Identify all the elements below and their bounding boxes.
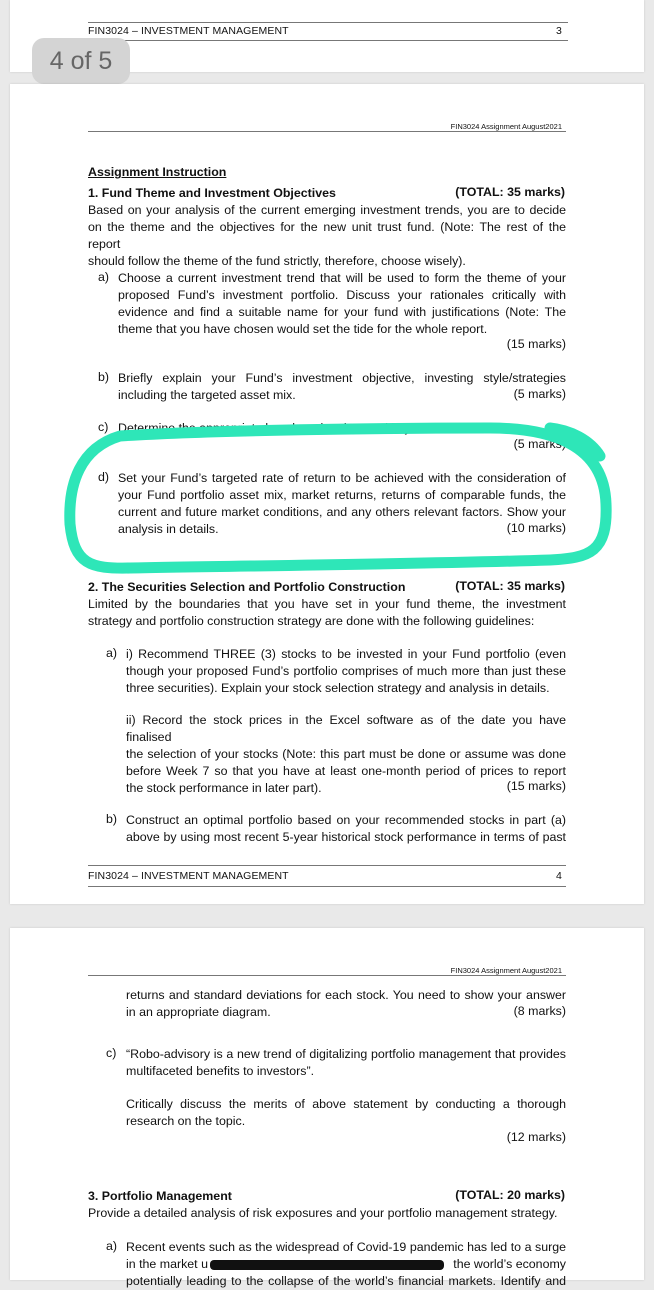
page-footer-course: FIN3024 – INVESTMENT MANAGEMENT [88, 870, 289, 882]
section-2-intro: Limited by the boundaries that you have set in your fund theme, the investment strategy and portfolio construction strategy are done with the following guidelines: [88, 597, 566, 628]
section-1-total: (TOTAL: 35 marks) [455, 185, 565, 199]
item-2a-label: a) [106, 646, 118, 660]
page-header-course: FIN3024 – INVESTMENT MANAGEMENT [88, 25, 289, 37]
item-2c-marks: (12 marks) [506, 1130, 566, 1144]
item-1c-marks: (5 marks) [513, 437, 566, 451]
item-2b-marks: (8 marks) [513, 1004, 566, 1018]
highlight-loop [70, 428, 606, 568]
section-1-intro: Based on your analysis of the current emerging investment trends, you are to decide on the theme and the objectives for the new unit trust fund. (Note: The rest of the report should follow the theme of the fund strictly, therefore, choose wisely). [88, 203, 566, 268]
item-2b-text: Construct an optimal portfolio based on your recommended stocks in part (a) above by using most recent 5-year historical stock performance in terms of past [126, 813, 566, 844]
item-3a-label: a) [106, 1239, 118, 1253]
item-1b-label: b) [98, 370, 110, 384]
item-1d-marks: (10 marks) [506, 521, 566, 535]
item-3a-line2-start: in the market u [126, 1257, 208, 1271]
item-1a-marks: (15 marks) [506, 337, 566, 351]
item-2b-continued-text: returns and standard deviations for each stock. You need to show your answer in an appropriate diagram. [126, 988, 566, 1019]
item-2a-ii-text: ii) Record the stock prices in the Excel software as of the date you have finalised the selection of your stocks (Note: this part must be done or assume was done before Week 7 so that you have at least one-month period of prices to report the stock performance in later part). [126, 713, 566, 795]
page-number: 3 [556, 25, 562, 37]
section-2-total: (TOTAL: 35 marks) [455, 579, 565, 593]
item-3a-line1: Recent events such as the widespread of Covid-19 pandemic has led to a surge [126, 1240, 566, 1254]
item-1c-text: Determine the appropriate benchmark to be used in yo [118, 421, 418, 435]
item-2c-label: c) [106, 1046, 117, 1060]
item-2c-quote: “Robo-advisory is a new trend of digitalizing portfolio management that provides multifaceted benefits to investors”. [126, 1047, 566, 1078]
item-3a-line2-end: the world’s economy [453, 1257, 566, 1271]
section-3-intro: Provide a detailed analysis of risk exposures and your portfolio management strategy. [88, 1206, 558, 1220]
section-1-title: 1. Fund Theme and Investment Objectives [88, 186, 336, 200]
highlight-annotation-stroke [10, 84, 644, 904]
document-page-4 [10, 84, 644, 904]
section-3-title: 3. Portfolio Management [88, 1189, 232, 1203]
assignment-instruction-heading: Assignment Instruction [88, 165, 227, 179]
item-1b-marks: (5 marks) [513, 387, 566, 401]
item-1b-text: Briefly explain your Fund’s investment objective, investing style/strategies including the targeted asset mix. [118, 371, 566, 402]
item-1d-label: d) [98, 470, 110, 484]
redaction-mark [210, 1260, 444, 1270]
header-rule [88, 40, 568, 41]
footer-page-number: 4 [556, 870, 562, 882]
item-1a-text: Choose a current investment trend that will be used to form the theme of your proposed Fund’s investment portfolio. Discuss your rationales critically with evidence and find a suitable name for your fund with justifications (Note: The theme that you have chosen would set the tide for the whole report. [118, 271, 566, 336]
item-1c-text-tail: nce [546, 421, 566, 435]
header-rule [88, 975, 566, 976]
item-2b-label: b) [106, 812, 118, 826]
document-page-5 [10, 928, 644, 1288]
assignment-tag: FIN3024 Assignment August2021 [450, 966, 562, 975]
section-2-title: 2. The Securities Selection and Portfolio Construction [88, 580, 406, 594]
item-2a-i-text: i) Recommend THREE (3) stocks to be invested in your Fund portfolio (even though your proposed Fund’s portfolio comprises of much more than just these three securities). Explain your stock selection strategy and analysis in details. [126, 647, 566, 695]
item-3a-line3: potentially leading to the collapse of the world’s financial markets. Identify and [126, 1274, 566, 1288]
item-2a-marks: (15 marks) [506, 779, 566, 793]
item-1a-label: a) [98, 270, 110, 284]
item-2c-discuss: Critically discuss the merits of above statement by conducting a thorough research on the topic. [126, 1097, 566, 1128]
assignment-tag: FIN3024 Assignment August2021 [450, 122, 562, 131]
header-rule [88, 22, 568, 23]
item-1c-label: c) [98, 420, 109, 434]
section-3-total: (TOTAL: 20 marks) [455, 1188, 565, 1202]
item-1d-text: Set your Fund’s targeted rate of return to be achieved with the consideration of your Fund portfolio asset mix, market returns, returns of comparable funds, the current and future market conditions, and any others relevant factors. Show your analysis in details. [118, 471, 566, 536]
page-indicator-badge: 4 of 5 [32, 38, 130, 84]
